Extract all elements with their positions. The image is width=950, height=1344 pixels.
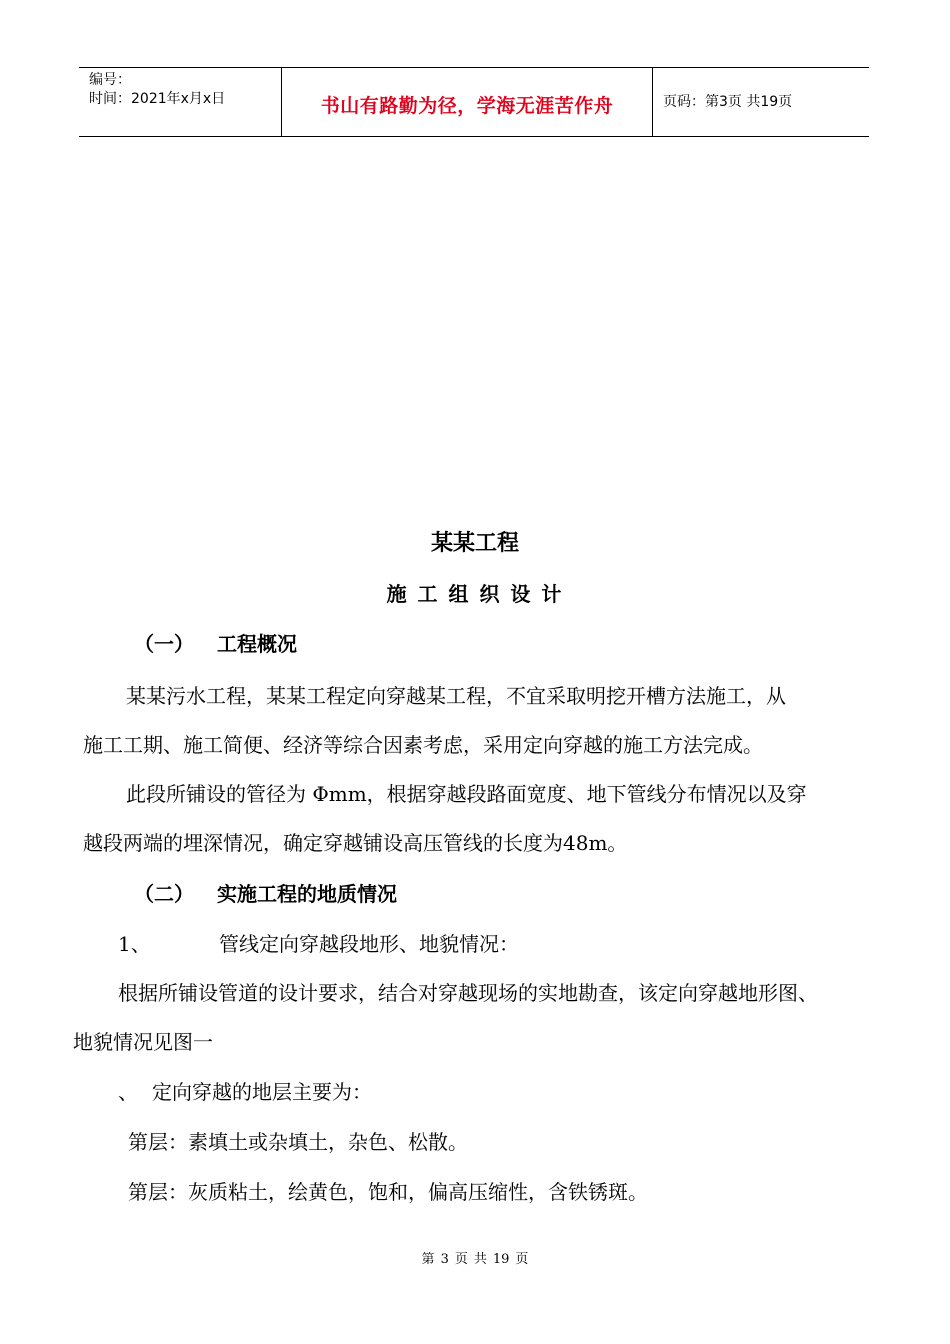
item-1-text: 管线定向穿越段地形、地貌情况： [219, 932, 519, 956]
item-2-text: 定向穿越的地层主要为： [152, 1080, 372, 1104]
paragraph-3-line-2: 地貌情况见图一 [73, 1030, 213, 1054]
paragraph-2-line-1: 此段所铺设的管径为 Φmm，根据穿越段路面宽度、地下管线分布情况以及穿 [126, 782, 807, 806]
section-2-number: （二） [134, 882, 194, 906]
footer-word-ye: 页 [454, 1252, 468, 1267]
layer-2-text: 第层：灰质粘土，绘黄色，饱和，偏高压缩性，含铁锈斑。 [128, 1180, 648, 1204]
paragraph-1-line-2: 施工工期、施工简便、经济等综合因素考虑，采用定向穿越的施工方法完成。 [83, 733, 763, 757]
footer-word-di: 第 [421, 1252, 435, 1267]
time-label: 时间：2021年x月x日 [89, 91, 226, 107]
page-footer [0, 1248, 950, 1267]
item-1-number: 1、 [118, 932, 151, 956]
section-1-number: （一） [134, 632, 194, 656]
footer-word-ye-2: 页 [515, 1252, 529, 1267]
item-2-number: 、 [118, 1080, 138, 1104]
paragraph-1-line-1: 某某污水工程，某某工程定向穿越某工程，不宜采取明挖开槽方法施工，从 [126, 684, 786, 708]
paragraph-2-line-2: 越段两端的埋深情况，确定穿越铺设高压管线的长度为48m。 [83, 831, 628, 855]
footer-current-page: 3 [440, 1252, 449, 1267]
number-label: 编号： [89, 72, 131, 88]
footer-total-pages: 19 [492, 1252, 510, 1267]
header-motto-cell [281, 68, 653, 136]
footer-word-gong: 共 [473, 1252, 487, 1267]
motto-text: 书山有路勤为径，学海无涯苦作舟 [320, 95, 614, 117]
section-1-title: 工程概况 [217, 632, 297, 656]
page-header [79, 67, 869, 137]
paragraph-3-line-1: 根据所铺设管道的设计要求，结合对穿越现场的实地勘查，该定向穿越地形图、 [118, 981, 818, 1005]
doc-subtitle: 施 工 组 织 设 计 [386, 582, 564, 606]
header-meta-cell [79, 68, 281, 136]
section-2-title: 实施工程的地质情况 [217, 882, 397, 906]
doc-title: 某某工程 [430, 531, 519, 556]
layer-1-text: 第层：素填土或杂填土，杂色、松散。 [128, 1130, 468, 1154]
header-page-info: 页码：第3页 共19页 [663, 94, 793, 110]
